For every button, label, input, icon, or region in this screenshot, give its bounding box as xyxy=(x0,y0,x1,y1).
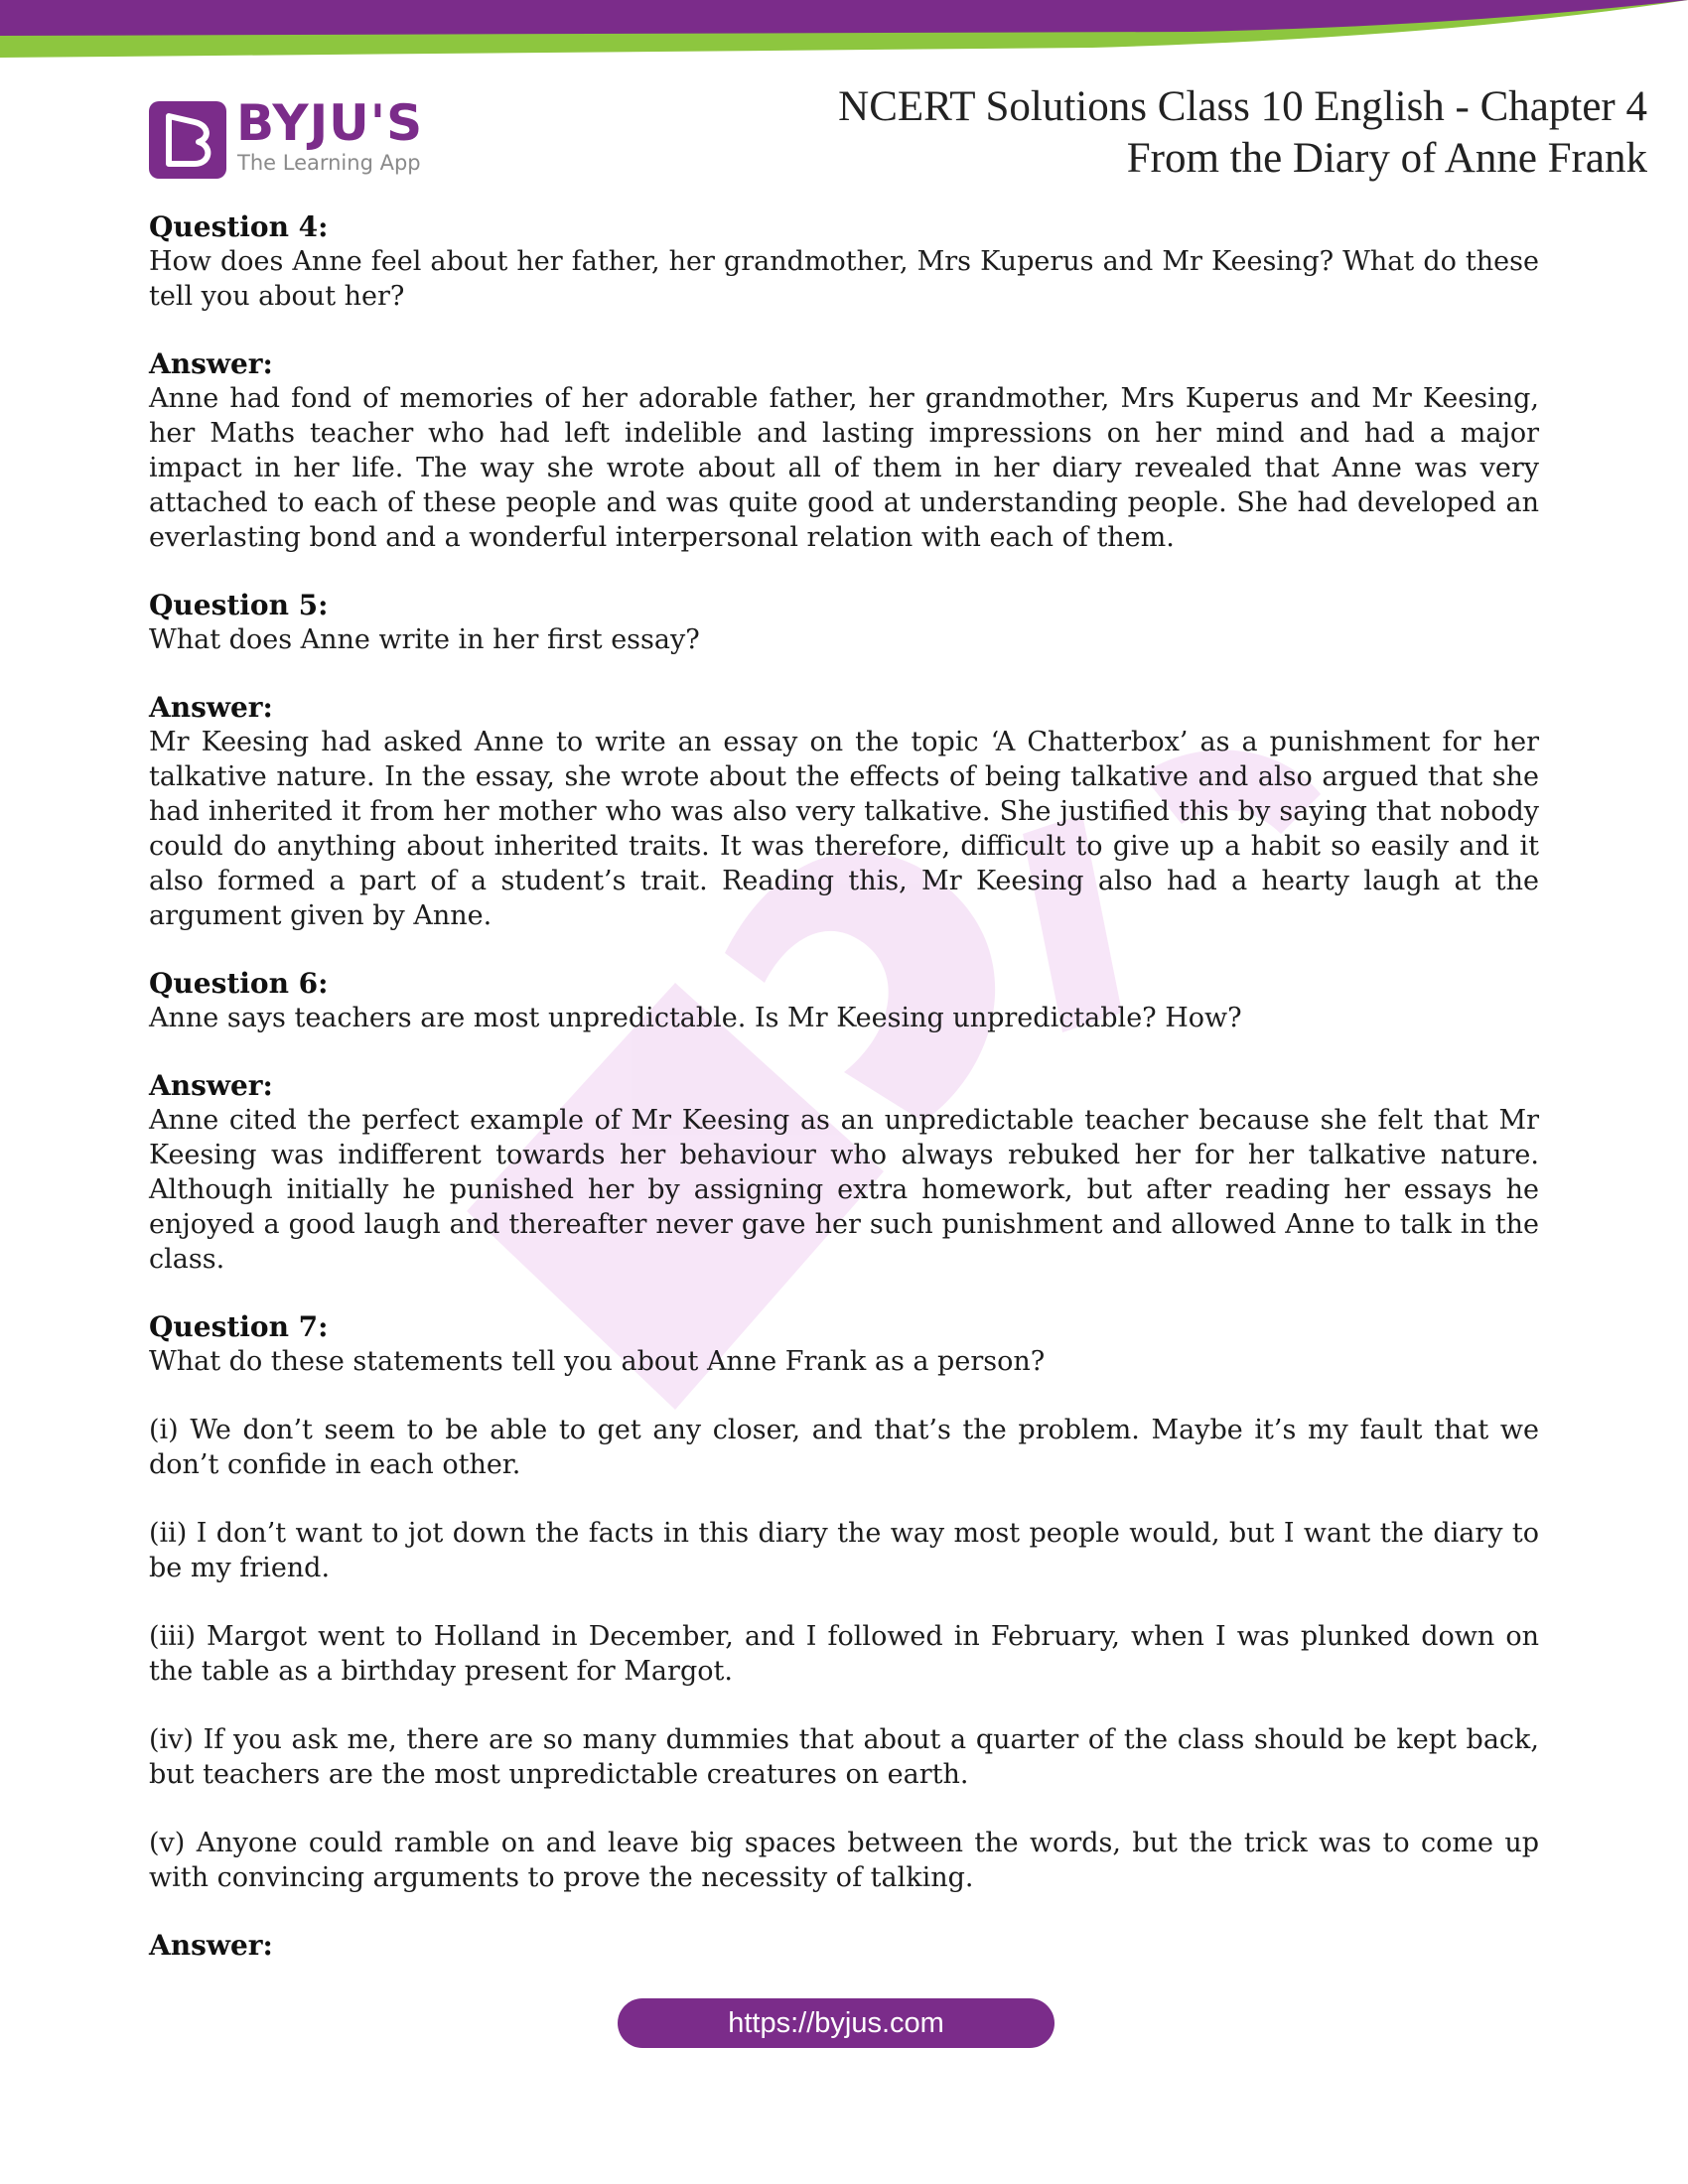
statement-ii: (ii) I don’t want to jot down the facts in this diary the way most people would, but I want the diary to be my friend. xyxy=(149,1518,1539,1583)
statement-v: (v) Anyone could ramble on and leave big spaces between the words, but the trick was to come up with convincing arguments to prove the necessity of talking. xyxy=(149,1828,1539,1893)
question-6-text: Anne says teachers are most unpredictable. Is Mr Keesing unpredictable? How? xyxy=(149,1003,1242,1033)
answer-5-block xyxy=(149,691,1539,933)
statement-iv: (iv) If you ask me, there are so many dummies that about a quarter of the class should be kept back, but teachers are the most unpredictable creatures on earth. xyxy=(149,1724,1539,1790)
footer-url-link[interactable]: https://byjus.com xyxy=(618,1998,1055,2048)
question-5-text: What does Anne write in her first essay? xyxy=(149,624,700,655)
question-4-label: Question 4: xyxy=(149,210,329,243)
question-4-block xyxy=(149,210,1539,314)
answer-7-block xyxy=(149,1929,1539,1963)
answer-4-label: Answer: xyxy=(149,347,273,380)
answer-6-text: Anne cited the perfect example of Mr Keesing as an unpredictable teacher because she felt that Mr Keesing was indifferent towards her behaviour who always rebuked her for her talkative nature. Although initially he punished her by assigning extra homework, but after reading her essays he enjoyed a good laugh and thereafter never gave her such punishment and allowed Anne to talk in the class. xyxy=(149,1105,1539,1275)
title-line-2: From the Diary of Anne Frank xyxy=(1126,135,1647,182)
answer-5-label: Answer: xyxy=(149,691,273,724)
logo-b-icon xyxy=(149,101,226,179)
question-5-block xyxy=(149,589,1539,657)
document-title xyxy=(838,81,1647,185)
brand-name: BYJU'S xyxy=(236,94,424,152)
brand-tagline: The Learning App xyxy=(237,151,421,175)
statement-iii: (iii) Margot went to Holland in December, and I followed in February, when I was plunked down on the table as a birthday present for Margot. xyxy=(149,1621,1539,1687)
question-6-label: Question 6: xyxy=(149,967,329,1000)
answer-7-label: Answer: xyxy=(149,1929,273,1962)
answer-4-block xyxy=(149,347,1539,555)
byjus-logo xyxy=(149,94,437,179)
question-6-block xyxy=(149,967,1539,1035)
answer-6-block xyxy=(149,1069,1539,1277)
answer-4-text: Anne had fond of memories of her adorable father, her grandmother, Mrs Kuperus and Mr Keesing, her Maths teacher who had left indelible and lasting impressions on her mind and had a major impact in her life. The way she wrote about all of them in her diary revealed that Anne was very attached to each of these people and was quite good at understanding people. She had developed an everlasting bond and a wonderful interpersonal relation with each of them. xyxy=(149,383,1539,553)
question-4-text: How does Anne feel about her father, her grandmother, Mrs Kuperus and Mr Keesing? What do these tell you about her? xyxy=(149,246,1539,312)
answer-5-text: Mr Keesing had asked Anne to write an essay on the topic ‘A Chatterbox’ as a punishment for her talkative nature. In the essay, she wrote about the effects of being talkative and also argued that she had inherited it from her mother who was also very talkative. She justified this by saying that nobody could do anything about inherited traits. It was therefore, difficult to give up a habit so easily and it also formed a part of a student’s trait. Reading this, Mr Keesing also had a hearty laugh at the argument given by Anne. xyxy=(149,727,1539,931)
question-7-block xyxy=(149,1310,1539,1895)
document-body xyxy=(149,210,1539,1996)
question-7-label: Question 7: xyxy=(149,1310,329,1343)
statement-i: (i) We don’t seem to be able to get any closer, and that’s the problem. Maybe it’s my fault that we don’t confide in each other. xyxy=(149,1415,1539,1480)
question-7-text: What do these statements tell you about Anne Frank as a person? xyxy=(149,1346,1046,1377)
answer-6-label: Answer: xyxy=(149,1069,273,1102)
header-color-band xyxy=(0,0,1688,62)
question-5-label: Question 5: xyxy=(149,589,329,621)
title-line-1: NCERT Solutions Class 10 English - Chapter 4 xyxy=(838,83,1647,130)
